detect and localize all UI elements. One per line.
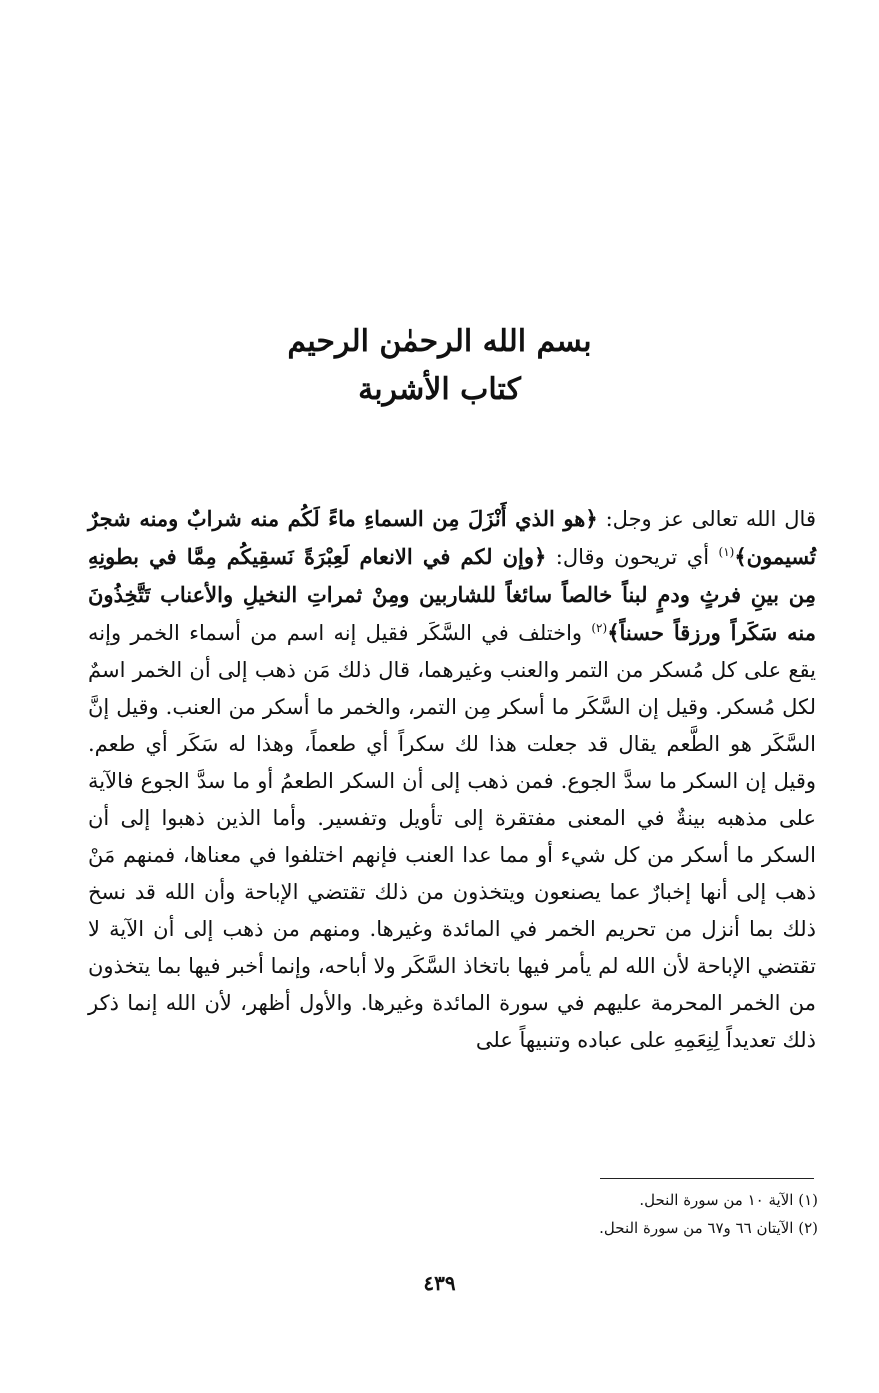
quran-verse-1: ﴿هو الذي أَنْزَلَ مِن السماءِ ماءً لَكُم منه شرابٌ ومنه شجرٌ تُسيمون﴾ bbox=[88, 506, 816, 569]
basmala-heading: بسم الله الرحمٰن الرحيم bbox=[287, 324, 592, 359]
text-run: واختلف في السَّكَر فقيل إنه اسم من أسماء الخمر وإنه يقع على كل مُسكر من التمر والعنب وغيرهما، قال ذلك مَن ذهب إلى أن الخمر اسمٌ لكل مُسكر. وقيل إن السَّكَر ما أسكر مِن التمر، والخمر ما أسكر من العنب. وقيل إنَّ السَّكَر هو الطَّعم يقال قد جعلت هذا لك سكراً أي طعماً، وهذا له سَكَر أي طعم. وقيل إن السكر ما سدَّ الجوع. فمن ذهب إلى أن السكر الطعمُ أو ما سدَّ الجوع فالآية على مذهبه بينةٌ في المعنى مفتقرة إلى تأويل وتفسير. وأما الذين ذهبوا إلى أن السكر ما أسكر من كل شيء أو مما عدا العنب فإنهم اختلفوا في معناها، فمنهم مَنْ ذهب إلى أنها إخبارٌ عما يصنعون ويتخذون من ذلك تقتضي الإباحة وأن الله قد نسخ ذلك بما أنزل من تحريم الخمر في المائدة وغيرها. ومنهم من ذهب إلى أن الآية لا تقتضي الإباحة لأن الله لم يأمر فيها باتخاذ السَّكَر ولا أباحه، وإنما أخبر فيها بما يتخذون من الخمر المحرمة عليهم في سورة المائدة وغيرها. والأول أظهر، لأن الله إنما ذكر ذلك تعديداً لِنِعَمِهِ على عباده وتنبيهاً على bbox=[88, 621, 816, 1052]
footnotes bbox=[300, 1186, 818, 1242]
book-title: كتاب الأشربة bbox=[358, 372, 521, 407]
footnote-1: (١) الآية ١٠ من سورة النحل. bbox=[639, 1191, 818, 1209]
main-text bbox=[88, 500, 816, 1059]
footnote-marker-1: (١) bbox=[718, 545, 735, 559]
text-run: أي تريحون وقال: bbox=[546, 545, 719, 569]
text-run: قال الله تعالى عز وجل: bbox=[597, 507, 816, 531]
footnote-divider bbox=[600, 1178, 814, 1179]
quran-verse-2: ﴿وإن لكم في الانعام لَعِبْرَةً نَسقِيكُم مِمَّا في بطونِهِ مِن بينِ فرثٍ ودمٍ لبناً خالصاً سائغاً للشاربين ومِنْ ثمراتِ النخيلِ والأعناب تَتَّخِذُونَ منه سَكَراً ورزقاً حسناً﴾ bbox=[88, 544, 816, 645]
paragraph bbox=[88, 500, 816, 1059]
footnote-marker-2: (٢) bbox=[591, 621, 608, 635]
page-number: ٤٣٩ bbox=[423, 1271, 456, 1295]
footnote-2: (٢) الآيتان ٦٦ و٦٧ من سورة النحل. bbox=[599, 1219, 818, 1237]
